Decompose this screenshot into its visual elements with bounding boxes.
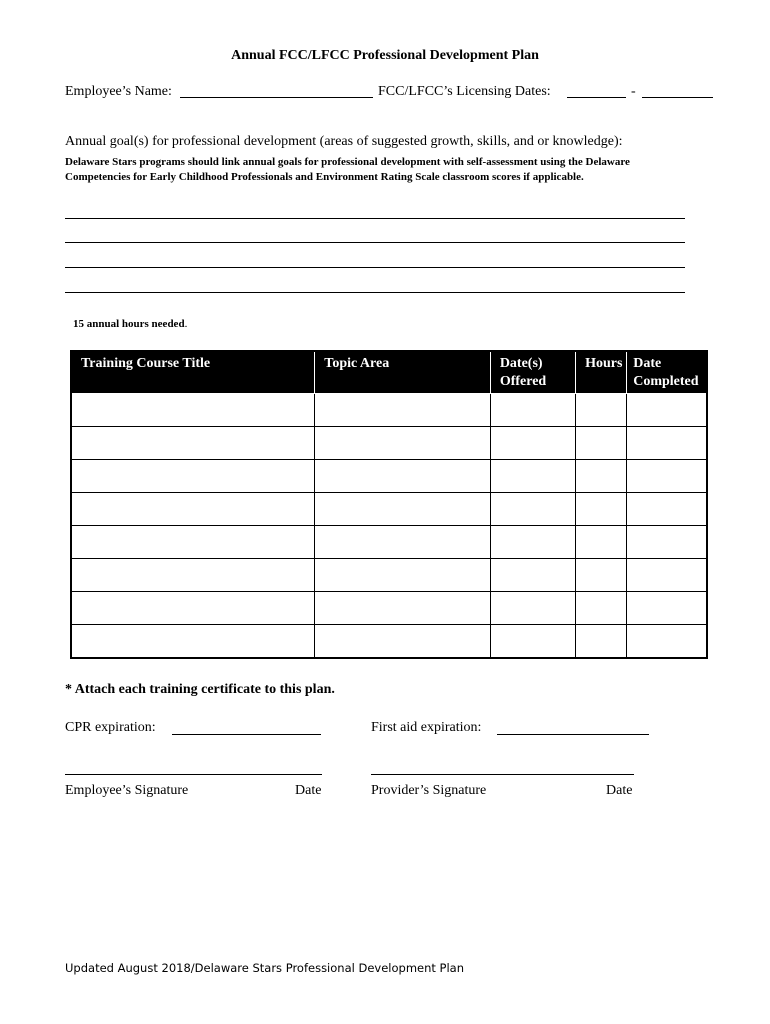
training-table xyxy=(70,350,708,659)
cell-training-course-title[interactable] xyxy=(71,625,315,659)
employee-name-label: Employee’s Name: xyxy=(65,84,172,99)
provider-signature-line[interactable] xyxy=(371,774,634,775)
cell-dates-offered[interactable] xyxy=(490,625,575,659)
cell-training-course-title[interactable] xyxy=(71,559,315,592)
goal-line[interactable] xyxy=(65,267,685,268)
cell-training-course-title[interactable] xyxy=(71,592,315,625)
cell-training-course-title[interactable] xyxy=(71,460,315,493)
licensing-dates-label: FCC/LFCC’s Licensing Dates: xyxy=(378,84,551,99)
cell-topic-area[interactable] xyxy=(315,427,491,460)
goal-line[interactable] xyxy=(65,242,685,243)
cpr-expiration-field[interactable] xyxy=(172,734,321,735)
cell-dates-offered[interactable] xyxy=(490,592,575,625)
cell-date-completed[interactable] xyxy=(627,493,707,526)
hours-needed-note: 15 annual hours needed. xyxy=(73,318,188,330)
cell-hours[interactable] xyxy=(576,592,627,625)
goals-note: Delaware Stars programs should link annual goals for professional development with self-assessment using the Delaware Competencies for Early Childhood Professionals and Environment Rating Scale classroom scores if applicable. xyxy=(65,156,630,183)
cell-dates-offered[interactable] xyxy=(490,493,575,526)
cell-date-completed[interactable] xyxy=(627,559,707,592)
cell-training-course-title[interactable] xyxy=(71,427,315,460)
cell-date-completed[interactable] xyxy=(627,592,707,625)
employee-date-label: Date xyxy=(295,783,322,798)
header-date-completed: Date Completed xyxy=(627,351,707,394)
cell-hours[interactable] xyxy=(576,526,627,559)
header-training-course-title: Training Course Title xyxy=(71,351,315,394)
cell-topic-area[interactable] xyxy=(315,493,491,526)
cell-date-completed[interactable] xyxy=(627,460,707,493)
first-aid-expiration-field[interactable] xyxy=(497,734,649,735)
page-title: Annual FCC/LFCC Professional Development Plan xyxy=(231,48,539,63)
cell-dates-offered[interactable] xyxy=(490,427,575,460)
first-aid-label: First aid expiration: xyxy=(371,720,482,735)
header-topic-area: Topic Area xyxy=(315,351,491,394)
cell-hours[interactable] xyxy=(576,559,627,592)
goal-line[interactable] xyxy=(65,218,685,219)
cell-topic-area[interactable] xyxy=(315,625,491,659)
cell-training-course-title[interactable] xyxy=(71,526,315,559)
table-row xyxy=(71,427,707,460)
cell-dates-offered[interactable] xyxy=(490,394,575,427)
table-row xyxy=(71,394,707,427)
provider-signature-label: Provider’s Signature xyxy=(371,783,487,798)
provider-date-label: Date xyxy=(606,783,633,798)
cell-topic-area[interactable] xyxy=(315,592,491,625)
cell-topic-area[interactable] xyxy=(315,559,491,592)
cell-topic-area[interactable] xyxy=(315,460,491,493)
cell-topic-area[interactable] xyxy=(315,526,491,559)
header-dates-offered: Date(s) Offered xyxy=(490,351,575,394)
licensing-dash: - xyxy=(631,84,636,99)
cell-date-completed[interactable] xyxy=(627,427,707,460)
cell-date-completed[interactable] xyxy=(627,625,707,659)
cell-topic-area[interactable] xyxy=(315,394,491,427)
employee-signature-label: Employee’s Signature xyxy=(65,783,189,798)
cell-dates-offered[interactable] xyxy=(490,559,575,592)
cpr-label: CPR expiration: xyxy=(65,720,156,735)
cell-date-completed[interactable] xyxy=(627,394,707,427)
table-row xyxy=(71,460,707,493)
cell-dates-offered[interactable] xyxy=(490,460,575,493)
licensing-end-field[interactable] xyxy=(642,97,713,98)
cell-hours[interactable] xyxy=(576,427,627,460)
table-row xyxy=(71,493,707,526)
cell-hours[interactable] xyxy=(576,493,627,526)
cell-hours[interactable] xyxy=(576,394,627,427)
attach-note: * Attach each training certificate to this plan. xyxy=(65,682,335,697)
cell-hours[interactable] xyxy=(576,460,627,493)
employee-signature-line[interactable] xyxy=(65,774,322,775)
table-row xyxy=(71,526,707,559)
goal-line[interactable] xyxy=(65,292,685,293)
table-row xyxy=(71,625,707,659)
cell-date-completed[interactable] xyxy=(627,526,707,559)
header-hours: Hours xyxy=(576,351,627,394)
table-row xyxy=(71,559,707,592)
footer-text: Updated August 2018/Delaware Stars Professional Development Plan xyxy=(65,961,465,975)
cell-training-course-title[interactable] xyxy=(71,394,315,427)
cell-dates-offered[interactable] xyxy=(490,526,575,559)
table-row xyxy=(71,592,707,625)
cell-training-course-title[interactable] xyxy=(71,493,315,526)
licensing-start-field[interactable] xyxy=(567,97,626,98)
employee-name-field[interactable] xyxy=(180,97,373,98)
cell-hours[interactable] xyxy=(576,625,627,659)
goals-label: Annual goal(s) for professional development (areas of suggested growth, skills, and or knowledge): xyxy=(65,134,623,149)
